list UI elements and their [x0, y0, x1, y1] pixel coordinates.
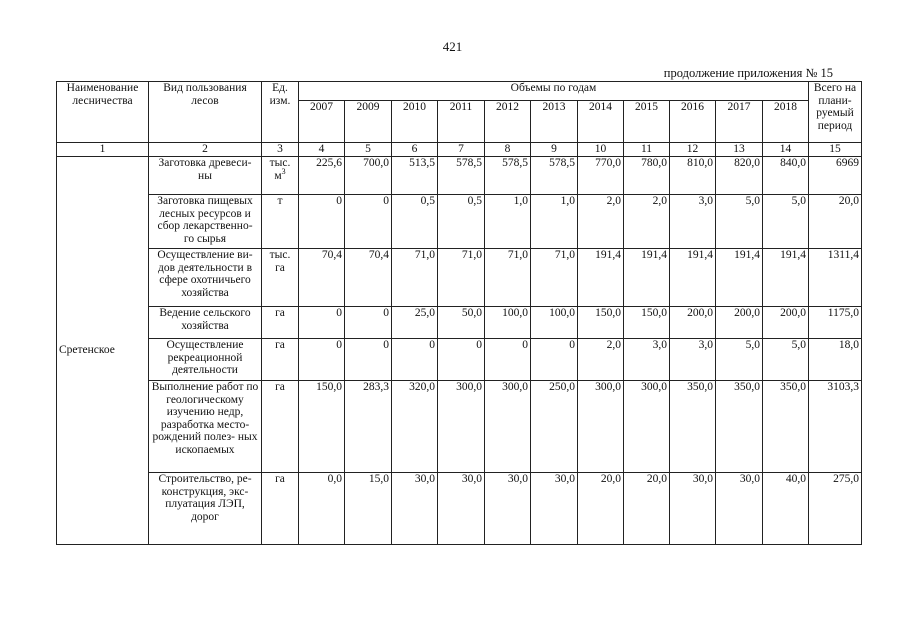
value-cell: 2,0	[624, 195, 670, 249]
column-number: 8	[485, 143, 531, 157]
value-cell: 30,0	[438, 473, 485, 545]
value-cell: 0	[299, 339, 345, 381]
unit-cell	[262, 157, 299, 195]
use-type-cell: Выполнение работ по геологическому изучению недр, разработка место- рождений полез- ных ископаемых	[149, 381, 262, 473]
value-cell: 0	[345, 307, 392, 339]
value-cell: 0	[392, 339, 438, 381]
use-type-cell: Заготовка пищевых лесных ресурсов и сбор лекарственно- го сырья	[149, 195, 262, 249]
value-cell: 350,0	[763, 381, 809, 473]
value-cell: 350,0	[716, 381, 763, 473]
header-year-2015: 2015	[624, 101, 670, 143]
value-cell: 20,0	[624, 473, 670, 545]
value-cell: 2,0	[578, 339, 624, 381]
value-cell: 0	[531, 339, 578, 381]
unit-exponent: 3	[281, 166, 286, 176]
column-number: 14	[763, 143, 809, 157]
value-cell: 15,0	[345, 473, 392, 545]
header-year-2016: 2016	[670, 101, 716, 143]
column-number: 11	[624, 143, 670, 157]
appendix-continuation-note: продолжение приложения № 15	[663, 66, 833, 80]
column-number: 12	[670, 143, 716, 157]
value-cell: 191,4	[763, 249, 809, 307]
value-cell: 578,5	[438, 157, 485, 195]
total-cell: 6969	[809, 157, 862, 195]
column-number: 13	[716, 143, 763, 157]
value-cell: 191,4	[716, 249, 763, 307]
header-year-2010: 2010	[392, 101, 438, 143]
value-cell: 320,0	[392, 381, 438, 473]
value-cell: 300,0	[438, 381, 485, 473]
value-cell: 30,0	[392, 473, 438, 545]
value-cell: 225,6	[299, 157, 345, 195]
forestry-name: Сретенское	[57, 157, 149, 545]
value-cell: 5,0	[716, 195, 763, 249]
value-cell: 5,0	[716, 339, 763, 381]
column-number: 5	[345, 143, 392, 157]
value-cell: 300,0	[578, 381, 624, 473]
value-cell: 0,0	[299, 473, 345, 545]
value-cell: 191,4	[578, 249, 624, 307]
value-cell: 810,0	[670, 157, 716, 195]
table-row	[57, 249, 862, 307]
value-cell: 2,0	[578, 195, 624, 249]
column-number: 2	[149, 143, 262, 157]
header-year-2014: 2014	[578, 101, 624, 143]
value-cell: 1,0	[531, 195, 578, 249]
value-cell: 250,0	[531, 381, 578, 473]
column-number: 6	[392, 143, 438, 157]
value-cell: 1,0	[485, 195, 531, 249]
value-cell: 780,0	[624, 157, 670, 195]
value-cell: 71,0	[531, 249, 578, 307]
value-cell: 0	[485, 339, 531, 381]
value-cell: 578,5	[485, 157, 531, 195]
value-cell: 70,4	[345, 249, 392, 307]
value-cell: 578,5	[531, 157, 578, 195]
use-type-cell: Осуществление рекреационной деятельности	[149, 339, 262, 381]
header-forestry: Наименование лесничества	[57, 82, 149, 143]
column-number: 4	[299, 143, 345, 157]
column-number: 10	[578, 143, 624, 157]
value-cell: 513,5	[392, 157, 438, 195]
column-number: 15	[809, 143, 862, 157]
unit-measure: м	[274, 169, 282, 182]
header-year-2013: 2013	[531, 101, 578, 143]
value-cell: 30,0	[485, 473, 531, 545]
value-cell: 820,0	[716, 157, 763, 195]
value-cell: 0	[299, 195, 345, 249]
value-cell: 100,0	[485, 307, 531, 339]
unit-text: тыс.	[269, 157, 291, 169]
header-year-2017: 2017	[716, 101, 763, 143]
total-cell: 275,0	[809, 473, 862, 545]
value-cell: 71,0	[392, 249, 438, 307]
table-row	[57, 157, 862, 195]
value-cell: 770,0	[578, 157, 624, 195]
value-cell: 71,0	[438, 249, 485, 307]
value-cell: 25,0	[392, 307, 438, 339]
value-cell: 200,0	[763, 307, 809, 339]
use-type-cell: Осуществление ви- дов деятельности в сфере охотничьего хозяйства	[149, 249, 262, 307]
value-cell: 3,0	[670, 195, 716, 249]
header-use-type: Вид пользования лесов	[149, 82, 262, 143]
value-cell: 30,0	[716, 473, 763, 545]
value-cell: 200,0	[716, 307, 763, 339]
value-cell: 0,5	[438, 195, 485, 249]
value-cell: 0	[345, 339, 392, 381]
header-year-2011: 2011	[438, 101, 485, 143]
header-unit: Ед. изм.	[262, 82, 299, 143]
value-cell: 350,0	[670, 381, 716, 473]
value-cell: 30,0	[531, 473, 578, 545]
use-type-cell: Заготовка древеси- ны	[149, 157, 262, 195]
value-cell: 20,0	[578, 473, 624, 545]
unit-cell: га	[262, 307, 299, 339]
value-cell: 100,0	[531, 307, 578, 339]
unit-cell: т	[262, 195, 299, 249]
value-cell: 300,0	[624, 381, 670, 473]
header-year-2012: 2012	[485, 101, 531, 143]
value-cell: 200,0	[670, 307, 716, 339]
column-number: 9	[531, 143, 578, 157]
column-number: 7	[438, 143, 485, 157]
total-cell: 18,0	[809, 339, 862, 381]
table-row	[57, 307, 862, 339]
value-cell: 150,0	[578, 307, 624, 339]
value-cell: 0	[299, 307, 345, 339]
value-cell: 150,0	[299, 381, 345, 473]
total-cell: 20,0	[809, 195, 862, 249]
value-cell: 40,0	[763, 473, 809, 545]
value-cell: 0	[345, 195, 392, 249]
table-row	[57, 381, 862, 473]
value-cell: 300,0	[485, 381, 531, 473]
value-cell: 191,4	[624, 249, 670, 307]
value-cell: 5,0	[763, 339, 809, 381]
value-cell: 0	[438, 339, 485, 381]
value-cell: 71,0	[485, 249, 531, 307]
header-volumes-by-year: Объемы по годам	[299, 82, 809, 101]
total-cell: 1311,4	[809, 249, 862, 307]
unit-cell: га	[262, 381, 299, 473]
header-year-2009: 2009	[345, 101, 392, 143]
page-number: 421	[442, 39, 463, 54]
table-row	[57, 195, 862, 249]
use-type-cell: Ведение сельского хозяйства	[149, 307, 262, 339]
value-cell: 5,0	[763, 195, 809, 249]
value-cell: 150,0	[624, 307, 670, 339]
total-cell: 1175,0	[809, 307, 862, 339]
use-type-cell: Строительство, ре- конструкция, экс- плуатация ЛЭП, дорог	[149, 473, 262, 545]
value-cell: 30,0	[670, 473, 716, 545]
header-year-2018: 2018	[763, 101, 809, 143]
value-cell: 840,0	[763, 157, 809, 195]
value-cell: 3,0	[670, 339, 716, 381]
value-cell: 50,0	[438, 307, 485, 339]
value-cell: 191,4	[670, 249, 716, 307]
value-cell: 283,3	[345, 381, 392, 473]
unit-cell: тыс. га	[262, 249, 299, 307]
forest-use-volumes-table	[56, 81, 862, 545]
total-cell: 3103,3	[809, 381, 862, 473]
value-cell: 3,0	[624, 339, 670, 381]
table-row	[57, 473, 862, 545]
unit-cell: га	[262, 473, 299, 545]
header-year-2007: 2007	[299, 101, 345, 143]
value-cell: 700,0	[345, 157, 392, 195]
unit-cell: га	[262, 339, 299, 381]
column-number: 3	[262, 143, 299, 157]
value-cell: 70,4	[299, 249, 345, 307]
value-cell: 0,5	[392, 195, 438, 249]
table-row	[57, 339, 862, 381]
column-number: 1	[57, 143, 149, 157]
header-total: Всего на плани- руемый период	[809, 82, 862, 143]
